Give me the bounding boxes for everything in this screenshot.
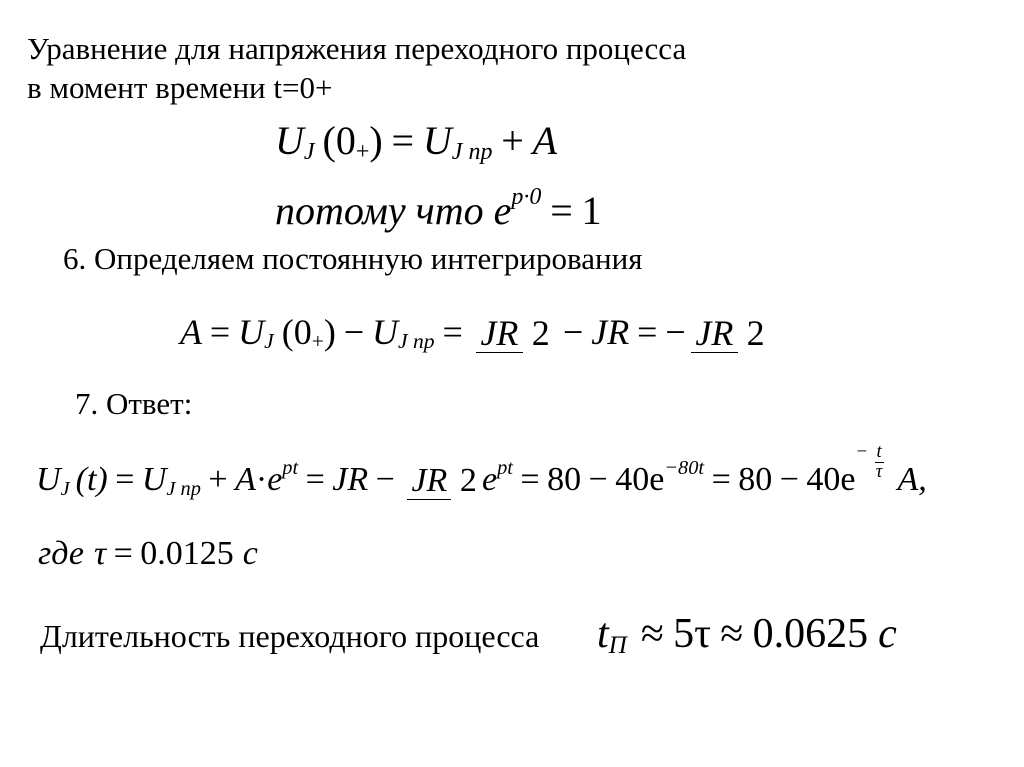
eq-paren-close: ) xyxy=(323,312,336,352)
eq-subscript-j: J xyxy=(264,328,274,353)
eq-subscript-j: J xyxy=(303,138,315,165)
eq-exponent: pt xyxy=(282,456,299,479)
fraction-jr-over-2 xyxy=(691,311,765,354)
eq-symbol-e: e xyxy=(493,188,512,233)
eq-unit-seconds: с xyxy=(878,611,897,657)
eq-plus: + xyxy=(501,118,524,163)
eq-number-40e: 40e xyxy=(806,461,856,498)
eq-symbol-e: e xyxy=(481,461,498,498)
eq-symbol-u: U xyxy=(238,312,265,352)
eq-exponent: −80t xyxy=(664,456,705,479)
eq-symbol-jr: JR xyxy=(332,461,369,498)
eq-number-80: 80 xyxy=(738,461,773,498)
eq-symbol-e: e xyxy=(267,461,283,498)
eq-value: 0.0625 xyxy=(752,611,869,657)
eq-minus: − xyxy=(343,312,365,352)
exponent-numerator: t xyxy=(876,441,882,463)
eq-number-40e: 40e xyxy=(615,461,665,498)
eq-number-80: 80 xyxy=(547,461,582,498)
eq-unit-a: A, xyxy=(897,461,927,498)
eq-symbol-u: U xyxy=(422,118,452,163)
eq-symbol-u: U xyxy=(141,461,167,498)
eq-symbol-jr: JR xyxy=(591,312,630,352)
eq-minus: − xyxy=(665,312,686,352)
eq-symbol-u: U xyxy=(372,312,399,352)
eq-equals: = xyxy=(305,461,325,498)
eq-symbol-a: A xyxy=(532,118,558,163)
eq-subscript-j-pr: J пр xyxy=(166,477,201,500)
eq-zero: 0 xyxy=(335,118,356,163)
fraction-numerator: JR xyxy=(691,315,738,353)
eq-symbol-tau: τ xyxy=(93,535,107,572)
eq-exponent: p·0 xyxy=(511,183,542,210)
eq-exponent: pt xyxy=(497,456,513,479)
fraction-denominator: 2 xyxy=(531,312,550,353)
eq-paren-close: ) xyxy=(369,118,383,163)
fraction-jr-over-2 xyxy=(407,460,477,500)
eq-symbol-u: U xyxy=(36,461,61,498)
eq-symbol-a: A xyxy=(235,461,256,498)
eq-equals: = xyxy=(209,312,231,352)
header-line-2: в момент времени t=0+ xyxy=(27,70,333,105)
fraction-numerator: JR xyxy=(407,464,451,500)
eq-equals: = xyxy=(550,188,573,233)
eq-value: 0.0125 xyxy=(140,535,234,572)
eq-equals: = xyxy=(637,312,658,352)
eq-subscript-j-pr: J пр xyxy=(398,328,435,353)
eq-symbol-a: A xyxy=(180,312,202,352)
exponent-fraction xyxy=(875,443,884,481)
fraction-numerator: JR xyxy=(476,315,523,353)
eq-argument: (t) xyxy=(75,461,108,498)
exponent-sign: − xyxy=(855,441,869,463)
eq-five-tau: 5τ xyxy=(673,611,712,657)
eq-unit-seconds: с xyxy=(242,535,258,572)
equation-time-constant xyxy=(38,534,258,574)
eq-approx: ≈ xyxy=(640,611,664,657)
equation-answer xyxy=(36,432,927,528)
eq-plus: + xyxy=(208,461,228,498)
eq-subscript-plus: + xyxy=(355,138,370,165)
equation-duration xyxy=(597,610,897,658)
duration-label: Длительность переходного процесса xyxy=(40,618,540,654)
header-line-1: Уравнение для напряжения переходного процесса xyxy=(27,31,687,66)
exponent-denominator: τ xyxy=(875,460,883,482)
eq-one: 1 xyxy=(581,188,602,233)
fraction-denominator: 2 xyxy=(746,312,765,353)
eq-equals: = xyxy=(391,118,415,163)
eq-paren-open: ( xyxy=(322,118,336,163)
fraction-jr-over-2 xyxy=(476,311,550,354)
step-6-label: 6. Определяем постоянную интегрирования xyxy=(63,241,643,276)
equation-because xyxy=(275,183,602,234)
eq-symbol-t: t xyxy=(597,611,609,657)
eq-minus: − xyxy=(588,461,608,498)
eq-equals: = xyxy=(115,461,135,498)
eq-argument: (0 xyxy=(281,312,312,352)
eq-equals: = xyxy=(711,461,731,498)
equation-integration-constant xyxy=(180,284,770,380)
eq-minus: − xyxy=(779,461,799,498)
eq-equals: = xyxy=(113,535,133,572)
eq-dot: · xyxy=(255,461,268,498)
eq-approx: ≈ xyxy=(720,611,744,657)
eq-subscript-p: П xyxy=(608,631,627,659)
fraction-denominator: 2 xyxy=(459,461,477,499)
eq-symbol-u: U xyxy=(275,118,304,163)
eq-text-where: где xyxy=(38,535,84,572)
step-7-label: 7. Ответ: xyxy=(75,386,193,421)
eq-subscript-plus: + xyxy=(311,328,324,353)
eq-exponent-fraction xyxy=(855,443,883,481)
eq-minus: − xyxy=(375,461,395,498)
eq-equals: = xyxy=(442,312,463,352)
eq-subscript-j: J xyxy=(60,477,70,500)
eq-text-because: потому что xyxy=(275,188,484,233)
eq-equals: = xyxy=(520,461,540,498)
eq-minus: − xyxy=(563,312,584,352)
equation-initial-condition xyxy=(275,118,557,164)
eq-subscript-j-pr: J пр xyxy=(451,138,493,165)
